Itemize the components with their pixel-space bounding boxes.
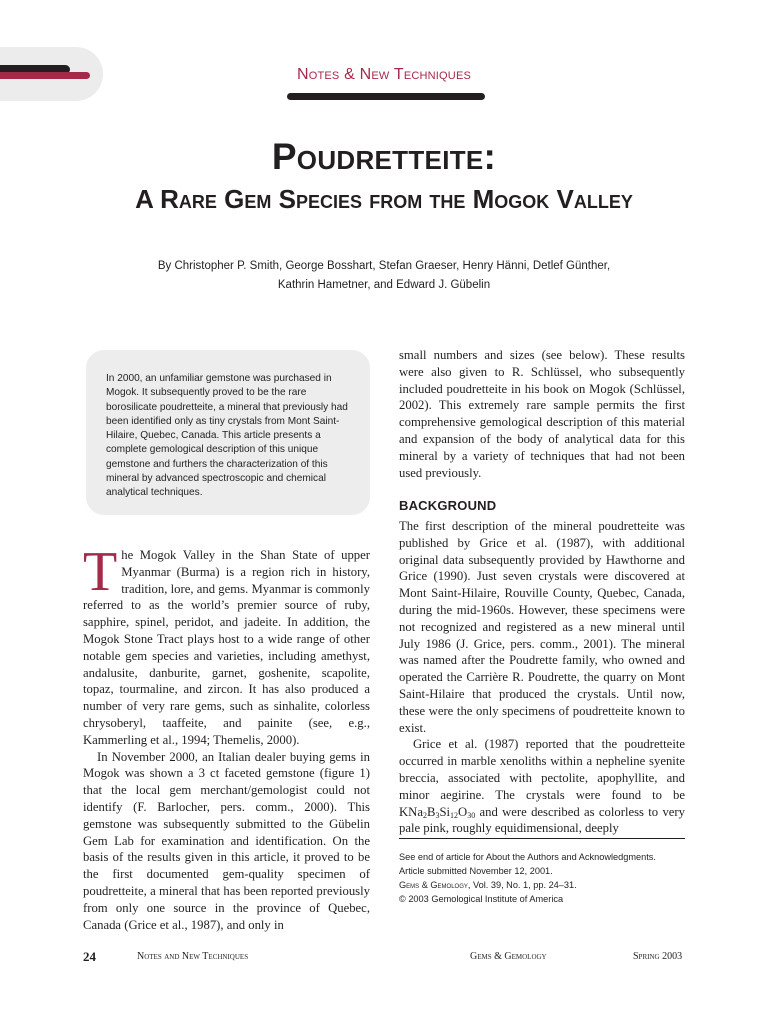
formula-subscript: 12 [450, 810, 459, 820]
background-paragraph-1: The first description of the mineral poudretteite was published by Grice et al. (1987), with additional original data subsequently provided by Hawthorne and Grice (1990). Just seven crystals were discovered at Mont Saint-Hilaire, Rouville County, Quebec, Canada, during the mid-1960s. However, these specimens were not recognized and registered as a new mineral until July 1986 (J. Grice, pers. comm., 2001). The mineral was named after the Poudrette family, who owned and operated the Carrière R. Poudrette, the quarry on Mont Saint-Hilaire that produced the crystals. Until now, these were the only specimens of poudretteite known to exist. [399, 519, 685, 735]
footnote-submitted: Article submitted November 12, 2001. [399, 866, 553, 876]
byline [110, 257, 658, 295]
drop-cap: T [83, 541, 118, 603]
byline-line-2: Kathrin Hametner, and Edward J. Gübelin [277, 279, 491, 291]
intro-paragraph-2: In November 2000, an Italian dealer buying gems in Mogok was shown a 3 ct faceted gemstone (figure 1) that the local gem merchant/gemologist could not identify (F. Barlocher, pers. comm., 2000). This gemstone was subsequently submitted to the Gübelin Gem Lab for examination and identification. On the basis of the results given in this article, it proved to be the first documented gem-quality specimen of poudretteite, a mineral that has been reported previously from only one source in the province of Quebec, Canada (Grice et al., 1987), and only in [83, 749, 370, 932]
formula-subscript: 30 [467, 810, 476, 820]
abstract-text: In 2000, an unfamiliar gemstone was purchased in Mogok. It subsequently proved to be the rare borosilicate poudretteite, a mineral that previously had been identified only as tiny crystals from Mont Saint-Hilaire, Quebec, Canada. This article presents a complete gemological description of this unique gemstone and furthers the characterization of this mineral by advanced spectroscopic and chemical analytical techniques. [106, 373, 348, 499]
section-label: Notes & New Techniques [296, 66, 472, 83]
page-number: 24 [83, 949, 96, 964]
background-paragraph-2: Grice et al. (1987) reported that the poudretteite occurred in marble xenoliths within a nepheline syenite breccia, associated with pectolite, apophyllite, and minor aegirine. The crystals were found to be $KNa_2B_3Si_{12}O_{30}$ and were described as colorless to very pale pink, roughly equidimensional, deeply [399, 737, 685, 836]
formula-subscript: 3 [435, 810, 440, 820]
intro-paragraph-3: small numbers and sizes (see below). These results were also given to R. Schlüssel, who subsequently included poudretteite in his book on Mogok (Schlüssel, 2002). This extremely rare sample permits the first comprehensive gemological description of this material and expansion of the body of analytical data for this mineral by a variety of techniques that had not been used previously. [399, 348, 685, 480]
background-heading: BACKGROUND [399, 498, 497, 513]
footnote-citation: Gems & Gemology, Vol. 39, No. 1, pp. 24–31. [399, 880, 577, 890]
footnote-rule [399, 838, 685, 839]
footer-section: Notes and New Techniques [137, 951, 249, 962]
section-rule [287, 93, 485, 100]
article-subtitle: A Rare Gem Species from the Mogok Valley [135, 184, 633, 214]
footer-journal: Gems & Gemology [470, 951, 547, 962]
intro-paragraph-1 [83, 541, 370, 749]
footnotes [399, 850, 689, 906]
left-column [83, 541, 370, 933]
footnote-journal: Gems & Gemology [399, 880, 468, 890]
footnote-authors: See end of article for About the Authors and Acknowledgments. [399, 852, 656, 862]
byline-line-1: By Christopher P. Smith, George Bosshart, Stefan Graeser, Henry Hänni, Detlef Günther, [157, 260, 611, 272]
footnote-copyright: © 2003 Gemological Institute of America [399, 894, 564, 904]
intro-paragraph-1-text: he Mogok Valley in the Shan State of upper Myanmar (Burma) is a region rich in history, tradition, lore, and gems. Myanmar is commonly referred to as the world’s premier source of ruby, sapphire, spinel, peridot, and jadeite. In addition, the Mogok Stone Tract plays host to a wide range of other notable gem species and varieties, including amethyst, andalusite, danburite, garnet, goshenite, scapolite, topaz, tourmaline, and zircon. It has also produced a number of very rare gems, such as sinhalite, colorless chrysoberyl, taaffeite, and painite (see, e.g., Kammerling et al., 1994; Themelis, 2000). [83, 548, 370, 747]
background-section [399, 518, 685, 837]
article-title: Poudretteite: [271, 136, 497, 177]
footer-issue: Spring 2003 [633, 951, 683, 962]
right-column-intro [399, 347, 685, 481]
formula-subscript: 2 [422, 810, 427, 820]
